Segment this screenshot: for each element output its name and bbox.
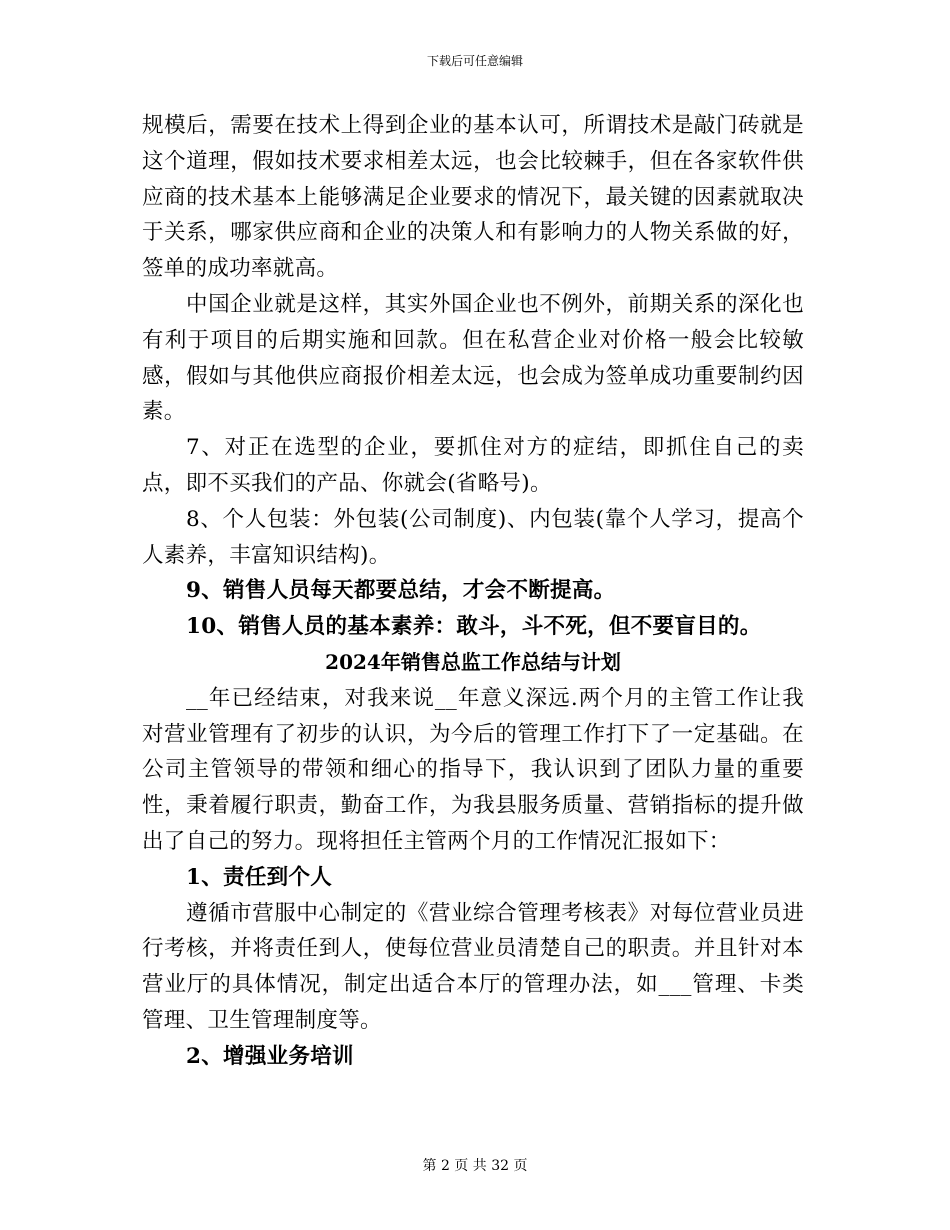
heading-responsibility: 1、责任到个人	[186, 864, 333, 890]
page-header: 下载后可任意编辑	[426, 54, 523, 68]
paragraph-continuation: 规模后，需要在技术上得到企业的基本认可，所谓技术是敲门砖就是这个道理，假如技术要求相差太远，也会比较棘手，但在各家软件供应商的技术基本上能够满足企业要求的情况下，最关键的因素就取决于关系，哪家供应商和企业的决策人和有影响力的人物关系做的好，签单的成功率就高。	[142, 113, 804, 282]
section-title: 2024年销售总监工作总结与计划	[325, 649, 621, 674]
heading-training: 2、增强业务培训	[186, 1043, 354, 1069]
page-footer: 第 2 页 共 32 页	[422, 1158, 528, 1174]
paragraph-item-7: 7、对正在选型的企业，要抓住对方的症结，即抓住自己的卖点，即不买我们的产品、你就会(省略号)。	[142, 435, 804, 496]
paragraph-chinese-enterprises: 中国企业就是这样，其实外国企业也不例外，前期关系的深化也有利于项目的后期实施和回款。但在私营企业对价格一般会比较敏感，假如与其他供应商报价相差太远，也会成为签单成功重要制约因素。	[142, 291, 804, 425]
paragraph-intro: __年已经结束，对我来说__年意义深远.两个月的主管工作让我对营业管理有了初步的认识，为今后的管理工作打下了一定基础。在公司主管领导的带领和细心的指导下，我认识到了团队力量的重要性，秉着履行职责，勤奋工作，为我县服务质量、营销指标的提升做出了自己的努力。现将担任主管两个月的工作情况汇报如下：	[142, 685, 804, 854]
paragraph-item-10: 10、销售人员的基本素养：敢斗，斗不死，但不要盲目的。	[186, 614, 762, 640]
paragraph-item-9: 9、销售人员每天都要总结，才会不断提高。	[186, 578, 616, 604]
paragraph-item-8: 8、个人包装：外包装(公司制度)、内包装(靠个人学习，提高个人素养，丰富知识结构)。	[142, 506, 804, 568]
document-body	[142, 108, 804, 1075]
paragraph-responsibility: 遵循市营服中心制定的《营业综合管理考核表》对每位营业员进行考核，并将责任到人，使每位营业员清楚自己的职责。并且针对本营业厅的具体情况，制定出适合本厅的管理办法，如___管理、卡类管理、卫生管理制度等。	[142, 900, 804, 1033]
